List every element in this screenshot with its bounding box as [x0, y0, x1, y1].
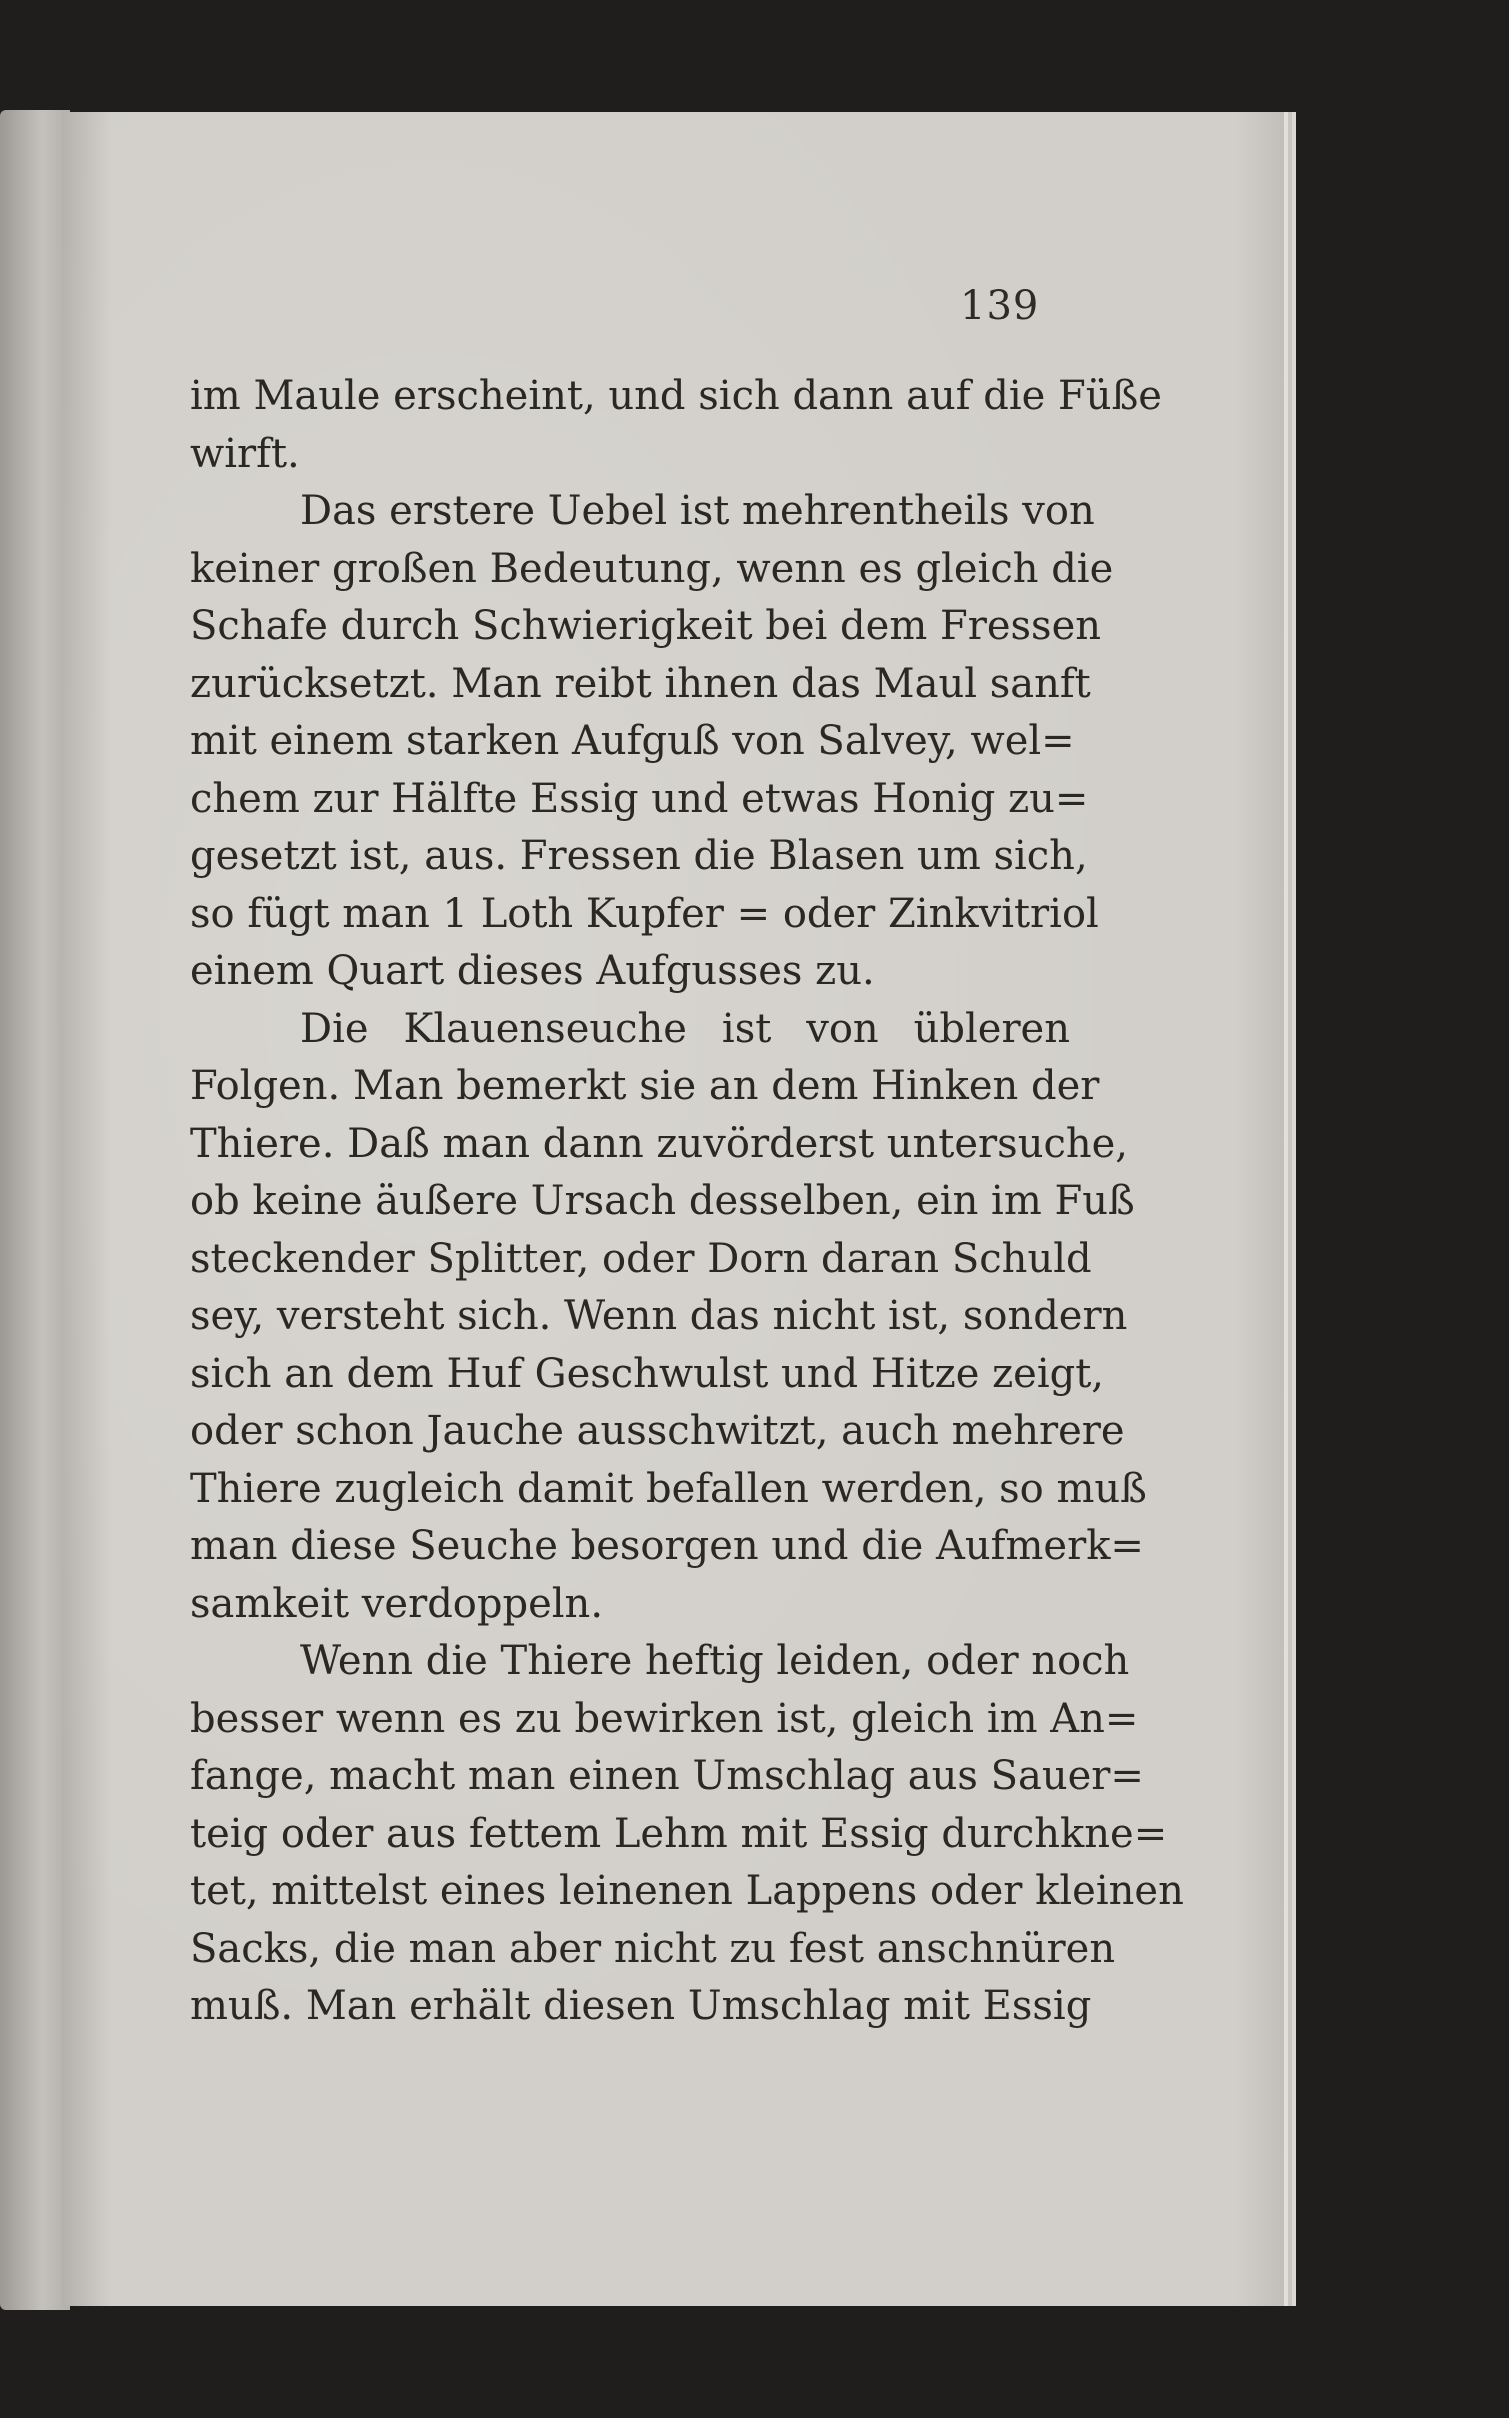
page-number: 139: [960, 283, 1040, 329]
text-line: besser wenn es zu bewirken ist, gleich im An=: [190, 1695, 1139, 1742]
text-line: mit einem starken Aufguß von Salvey, wel=: [190, 718, 1075, 764]
text-line: teig oder aus fettem Lehm mit Essig durchkne=: [190, 1810, 1168, 1857]
text-line: Thiere zugleich damit befallen werden, so muß: [190, 1465, 1147, 1512]
text-line: Schafe durch Schwierigkeit bei dem Fressen: [190, 603, 1101, 649]
text-line: keiner großen Bedeutung, wenn es gleich die: [190, 545, 1114, 592]
text-line: steckender Splitter, oder Dorn daran Schuld: [190, 1235, 1092, 1282]
text-line: Thiere. Daß man dann zuvörderst untersuche,: [190, 1120, 1129, 1167]
text-line: muß. Man erhält diesen Umschlag mit Essig: [190, 1983, 1092, 2029]
paragraph-start-line: Wenn die Thiere heftig leiden, oder noch: [300, 1638, 1130, 1684]
text-line: tet, mittelst eines leinenen Lappens oder kleinen: [190, 1868, 1184, 1914]
text-line: Sacks, die man aber nicht zu fest anschnüren: [190, 1925, 1116, 1972]
text-line: Folgen. Man bemerkt sie an dem Hinken der: [190, 1063, 1100, 1109]
text-line: zurücksetzt. Man reibt ihnen das Maul sanft: [190, 660, 1091, 707]
text-line: so fügt man 1 Loth Kupfer = oder Zinkvitriol: [190, 890, 1099, 937]
text-line: fange, macht man einen Umschlag aus Sauer=: [190, 1753, 1144, 1799]
text-line: oder schon Jauche ausschwitzt, auch mehrere: [190, 1408, 1125, 1454]
text-line: sich an dem Huf Geschwulst und Hitze zeigt,: [190, 1350, 1105, 1397]
text-line: samkeit verdoppeln.: [190, 1580, 604, 1627]
text-line: gesetzt ist, aus. Fressen die Blasen um sich,: [190, 833, 1088, 879]
text-line: im Maule erscheint, und sich dann auf die Füße: [190, 373, 1162, 419]
text-line: einem Quart dieses Aufgusses zu.: [190, 948, 875, 994]
previous-page-edge: [0, 110, 70, 2310]
text-line: chem zur Hälfte Essig und etwas Honig zu=: [190, 775, 1089, 822]
paragraph-start-line: Die Klauenseuche ist von übleren: [300, 1005, 1070, 1052]
page-text: [190, 368, 1184, 2036]
text-line: man diese Seuche besorgen und die Aufmerk=: [190, 1523, 1144, 1569]
text-line: wirft.: [190, 430, 300, 477]
text-line: ob keine äußere Ursach desselben, ein im Fuß: [190, 1178, 1135, 1224]
text-line: sey, versteht sich. Wenn das nicht ist, sondern: [190, 1293, 1128, 1339]
paragraph-start-line: Das erstere Uebel ist mehrentheils von: [300, 488, 1095, 534]
